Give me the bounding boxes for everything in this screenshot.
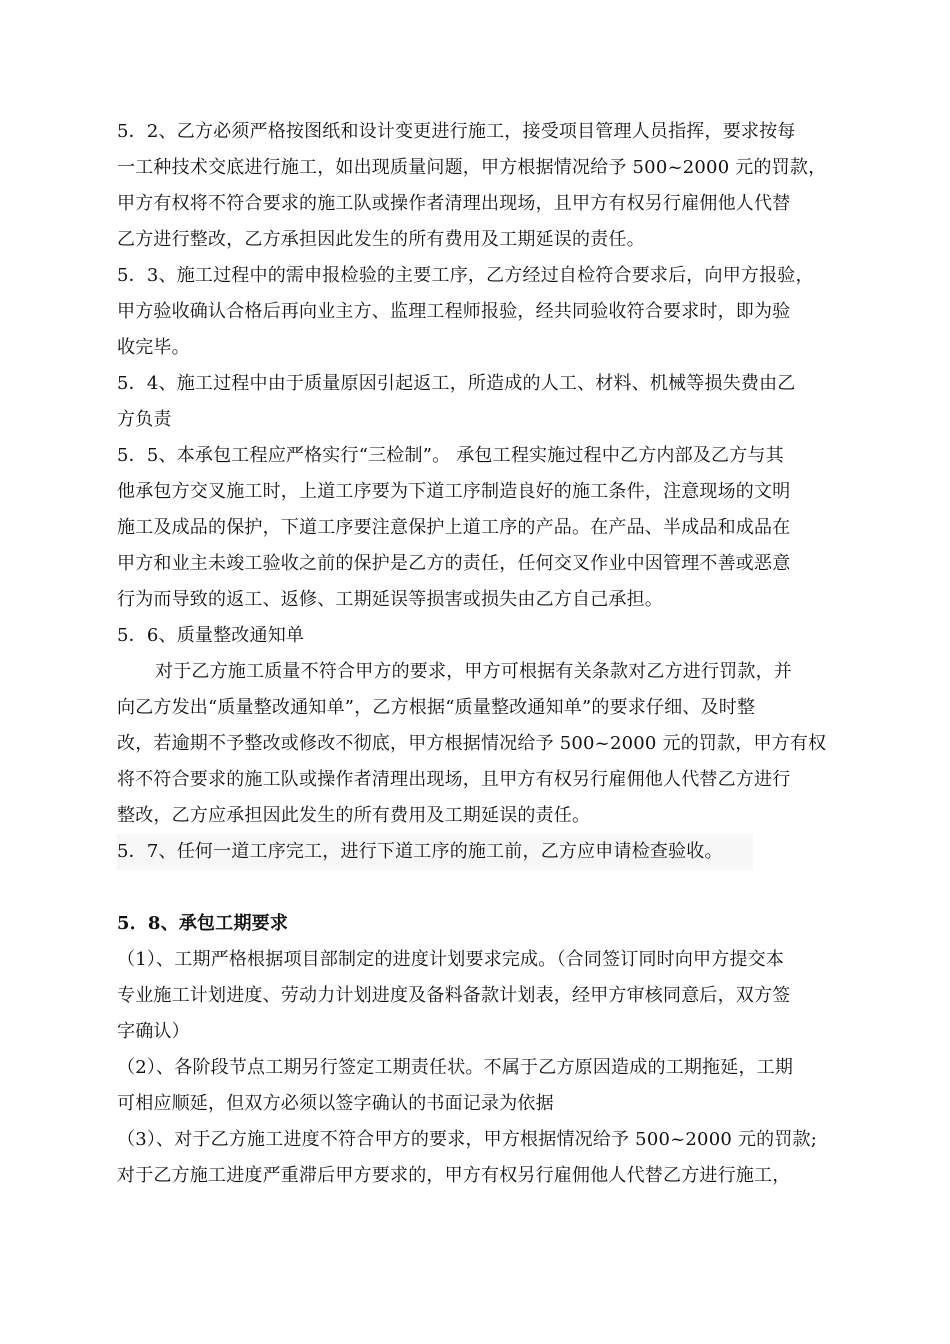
text-line: 甲方有权将不符合要求的施工队或操作者清理出现场，且甲方有权另行雇佣他人代替 <box>117 193 791 214</box>
text-line: 整改，乙方应承担因此发生的所有费用及工期延误的责任。 <box>117 805 591 826</box>
clause-5-6 <box>117 618 849 834</box>
text-line: 对于乙方施工质量不符合甲方的要求，甲方可根据有关条款对乙方进行罚款，并 <box>155 661 792 682</box>
text-line: （3）、对于乙方施工进度不符合甲方的要求，甲方根据情况给予 500~2000 元的罚款; <box>117 1129 818 1150</box>
clause-heading: 5．6、质量整改通知单 <box>117 625 305 646</box>
text-line: 5．7、任何一道工序完工，进行下道工序的施工前，乙方应申请检查验收。 <box>117 834 753 870</box>
text-line: 5．2、乙方必须严格按图纸和设计变更进行施工，接受项目管理人员指挥，要求按每 <box>117 121 796 142</box>
text-line-wrapper <box>117 834 849 870</box>
clause-5-4 <box>117 366 849 438</box>
clause-5-2 <box>117 114 849 258</box>
document-page <box>117 114 849 1194</box>
text-line: 5．5、本承包工程应严格实行“三检制”。 承包工程实施过程中乙方内部及乙方与其 <box>117 445 784 466</box>
text-line: 专业施工计划进度、劳动力计划进度及备料备款计划表，经甲方审核同意后，双方签 <box>117 985 791 1006</box>
clause-5-8 <box>117 906 849 1194</box>
text-line: 甲方验收确认合格后再向业主方、监理工程师报验，经共同验收符合要求时，即为验 <box>117 301 791 322</box>
text-line: （1）、工期严格根据项目部制定的进度计划要求完成。（合同签订同时向甲方提交本 <box>117 949 785 970</box>
clause-5-7 <box>117 834 849 870</box>
text-line: 将不符合要求的施工队或操作者清理出现场，且甲方有权另行雇佣他人代替乙方进行 <box>117 769 791 790</box>
text-line: 5．3、施工过程中的需申报检验的主要工序，乙方经过自检符合要求后，向甲方报验， <box>117 265 814 286</box>
text-line: 可相应顺延，但双方必须以签字确认的书面记录为依据 <box>117 1093 554 1114</box>
text-line: 一工种技术交底进行施工，如出现质量问题，甲方根据情况给予 500~2000 元的罚款， <box>117 157 827 178</box>
text-line: 改，若逾期不予整改或修改不彻底，甲方根据情况给予 500~2000 元的罚款，甲方有权 <box>117 733 827 754</box>
text-line: （2）、各阶段节点工期另行签定工期责任状。不属于乙方原因造成的工期拖延，工期 <box>117 1057 794 1078</box>
text-line: 收完毕。 <box>117 337 190 358</box>
clause-heading: 5．8、承包工期要求 <box>117 913 289 934</box>
text-line: 对于乙方施工进度严重滞后甲方要求的，甲方有权另行雇佣他人代替乙方进行施工， <box>117 1165 791 1186</box>
text-line: 甲方和业主未竣工验收之前的保护是乙方的责任，任何交叉作业中因管理不善或恶意 <box>117 553 791 574</box>
clause-5-3 <box>117 258 849 366</box>
text-line: 施工及成品的保护，下道工序要注意保护上道工序的产品。在产品、半成品和成品在 <box>117 517 791 538</box>
text-line: 字确认） <box>117 1021 190 1042</box>
text-line: 5．4、施工过程中由于质量原因引起返工，所造成的人工、材料、机械等损失费由乙 <box>117 373 796 394</box>
text-line: 乙方进行整改，乙方承担因此发生的所有费用及工期延误的责任。 <box>117 229 645 250</box>
text-line: 向乙方发出“质量整改通知单”，乙方根据“质量整改通知单”的要求仔细、及时整 <box>117 697 756 718</box>
text-line: 方负责 <box>117 409 172 430</box>
text-line: 他承包方交叉施工时，上道工序要为下道工序制造良好的施工条件，注意现场的文明 <box>117 481 791 502</box>
text-line: 行为而导致的返工、返修、工期延误等损害或损失由乙方自己承担。 <box>117 589 663 610</box>
clause-5-5 <box>117 438 849 618</box>
blank-line <box>117 870 849 906</box>
